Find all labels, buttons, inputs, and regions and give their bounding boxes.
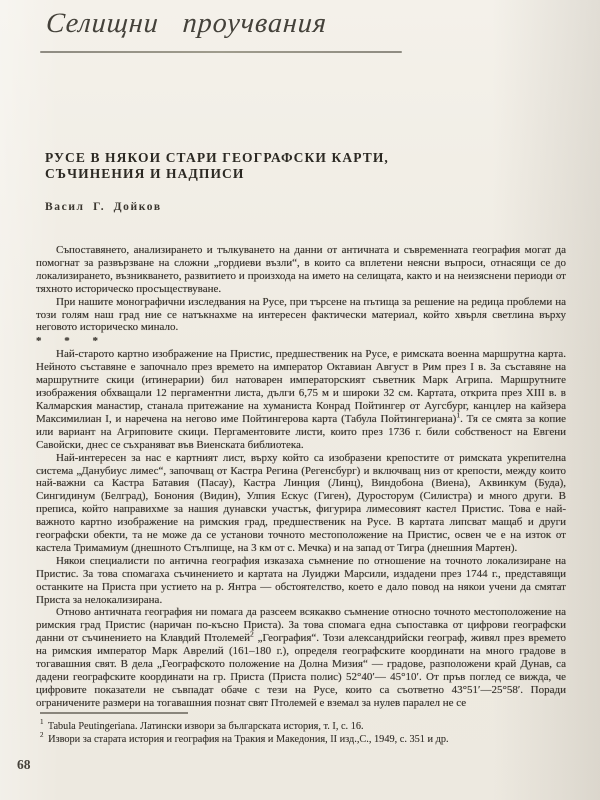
footnote-text: Извори за старата история и география на Тракия и Македония, II изд.,С., 1949, с. 351 и др.	[45, 733, 449, 745]
body-paragraph: При нашите монографични изследвания на Русе, при търсене на пътища за решение на редица проблеми на този голям наш град ние се натъкнахме на интересен фактически материал, който хвърля светлина върху неговото историческо минало.	[36, 295, 566, 334]
footnotes-section	[40, 712, 575, 746]
article-title-line2: СЪЧИНЕНИЯ И НАДПИСИ	[45, 166, 245, 181]
body-paragraph: Съпоставянето, анализирането и тълкуването на данни от античната и съвременната география могат да помогнат за развързване на сложни „гордиеви възли“, в които са вплетени неясни въпроси, отнасящи се до локализирането, възникването, развитието и произхода на името на селищата, както и на неизяснени периоди от тяхното историческо просъществуване.	[36, 244, 566, 295]
body-paragraph: Най-интересен за нас е картният лист, върху който са изобразени крепостите от римската укрепителна система „Данубиус лимес“, започващ от Кастра Регина (Регенсбург) и включващ низ от крепости, между които най-важни са Кастра Батавия (Пасау), Кастра Линция (Линц), Виндобона (Виена), Аквинкум (Буда), Сингидинум (Белград), Бонония (Видин), Улпия Ескус (Гиген), Дуросторум (Силистра) и много други. В преписа, който направихме за нашия дунавски участък, фигурира лимесовият кастел Пристис. Това е най-важното картно изображение на римския град, предшественик на Русе. В картата липсват мащаб и други географски обекти, та не може да се установи точното местоположение на Пристис, освен че е на изток от кастела Тримамиум (днешното Стълпище, на 3 км от с. Мечка) и на запад от Тигра (днешния Мартен).	[36, 451, 566, 554]
footnote-marker: 1	[40, 718, 44, 727]
footnote-text: Tabula Peutingeriana. Латински извори за българската история, т. I, с. 16.	[45, 720, 364, 732]
footnote-ref: 1	[456, 410, 461, 420]
article-title	[45, 150, 545, 182]
footnote	[40, 733, 575, 746]
section-header-script: Селищни проучвания	[44, 8, 329, 39]
footnote-marker: 2	[40, 731, 44, 740]
body-text	[36, 244, 566, 710]
footnote-rule	[40, 712, 188, 714]
article-author: Васил Г. Дойков	[45, 201, 162, 213]
footnote	[40, 720, 575, 733]
footnotes-list	[40, 720, 575, 746]
asterisk-separator: * * *	[36, 335, 108, 348]
article-title-line1: РУСЕ В НЯКОИ СТАРИ ГЕОГРАФСКИ КАРТИ,	[45, 150, 389, 165]
body-paragraph: Някои специалисти по антична география изказаха съмнение по отношение на точното локализиране на Пристис. За това спомагаха съчинението и картата на Луиджи Марсили, издадени през 1744 г., представящи останките на Приста при устието на р. Янтра — обстоятелство, което е дало повод на някои учени да смятат Приста за нелокализирана.	[36, 554, 566, 606]
main-paragraphs	[36, 348, 566, 709]
page-number: 68	[17, 757, 31, 772]
footnote-ref: 2	[250, 629, 254, 639]
section-header-underline	[40, 51, 402, 53]
body-paragraph: Най-старото картно изображение на Пристис, предшественик на Русе, е римската военна маршрутна карта. Нейното съставяне е започнало през времето на император Октавиан Август в Рим през I в. За съставяне на маршрутните скици (итинерарии) бил натоварен императорският съветник Марк Агрипа. Маршрутните изображения обхващали 12 пергаментни листа, дълги 6,75 м и широки 32 см. Картата, открита през XIII в. в Калмарския манастир, станала притежание на хуманиста Конрад Пойтингер от Аугсбург, канцлер на кайзера Максимилиан I, и наречена на негово име Пойтингерова карта (Табула Пойтингериана)$^1$. Тя се смята за копие или вариант на Агриповите скици. Пергаментовите листи, които през 1736 г. били собственост на Евгени Савойски, днес се съхраняват във Виенската библиотека.	[36, 348, 567, 451]
intro-paragraphs	[36, 244, 566, 334]
body-paragraph: Отново античната география ни помага да разсеем всякакво съмнение относно точното местоположение на римския град Пристис (наричан по-късно Приста). За това спомага една съпоставка от цифрови географски данни от съчинението на Клавдий Птолемей$^2$ „География“. Този александрийски географ, живял през времето на римския император Марк Аврелий (161–180 г.), определя географските координати на много градове в тогавашния свят. В дела „Географското положение на Долна Мизия“ — градове, разположени край Дунав, са дадени географските координати на гр. Приста (Приста полис) 52°40′— 45°10′. От пръв поглед се вижда, че цифровите показатели не съвпадат обаче с тези на Русе, които са съответно 43°51′—25°58′. Поради ограничените размери на тогавашния познат свят Птолемей е вземал за нулев паралел не се	[36, 606, 566, 709]
